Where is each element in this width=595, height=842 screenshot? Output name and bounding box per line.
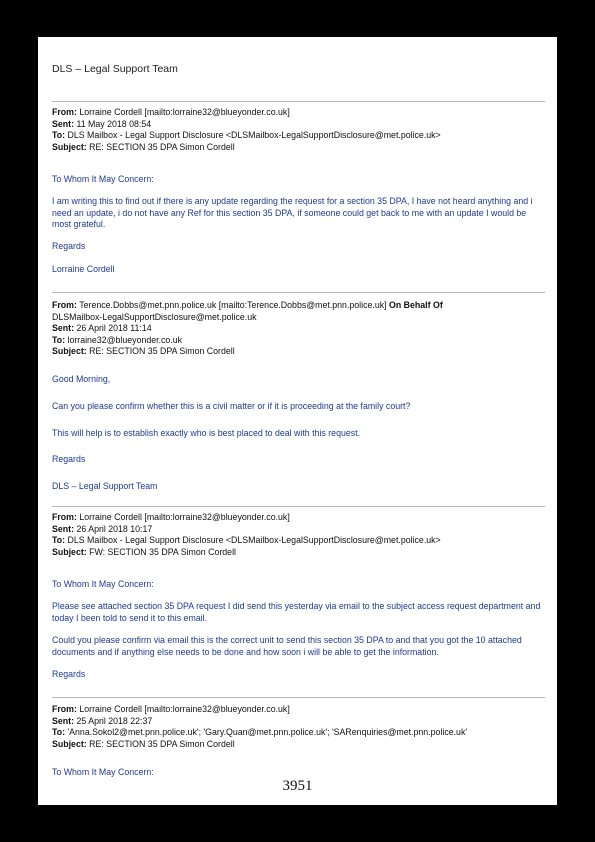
email-sent-line <box>52 119 545 131</box>
email-to-line <box>52 727 545 739</box>
from-label: From: <box>52 107 77 117</box>
email-on-behalf: DLSMailbox-LegalSupportDisclosure@met.police.uk <box>52 311 257 322</box>
sent-label: Sent: <box>52 715 74 726</box>
document-header-title: DLS – Legal Support Team <box>52 63 178 75</box>
email-subject: RE: SECTION 35 DPA Simon Cordell <box>89 346 235 356</box>
email-body-paragraph: Regards <box>52 454 86 464</box>
email-from-line <box>52 512 545 524</box>
email-body-paragraph: Could you please confirm via email this is the correct unit to send this section 35 DPA to and that you got the 10 attached documents and if anything else needs to be done and how soon i will be able to get the information. <box>52 635 522 657</box>
to-label: To: <box>52 535 66 545</box>
separator-rule <box>52 506 545 507</box>
email-message <box>52 107 545 274</box>
to-label: To: <box>52 130 66 140</box>
email-sent: 26 April 2018 11:14 <box>76 323 152 333</box>
from-label: From: <box>52 300 77 310</box>
email-message <box>52 512 545 679</box>
sent-label: Sent: <box>52 118 74 129</box>
email-from: Lorraine Cordell [mailto:lorraine32@blueyonder.co.uk] <box>79 512 290 522</box>
email-subject: RE: SECTION 35 DPA Simon Cordell <box>89 141 235 152</box>
email-sent-line <box>52 323 545 335</box>
email-body-paragraph: Good Morning, <box>52 374 111 384</box>
to-label: To: <box>52 334 66 345</box>
separator-rule <box>52 101 545 102</box>
email-to-line <box>52 535 545 547</box>
email-from: Terence.Dobbs@met.pnn.police.uk [mailto:Terence.Dobbs@met.pnn.police.uk] <box>79 300 387 310</box>
email-from-line <box>52 704 545 716</box>
email-body-paragraph: To Whom It May Concern: <box>52 579 154 589</box>
email-from-line <box>52 300 545 312</box>
email-body-paragraph: Lorraine Cordell <box>52 264 115 274</box>
email-body-paragraph: Regards <box>52 241 86 251</box>
from-label: From: <box>52 704 77 714</box>
sent-label: Sent: <box>52 523 74 534</box>
email-body-paragraph: To Whom It May Concern: <box>52 174 154 184</box>
email-body-paragraph: To Whom It May Concern: <box>52 767 154 777</box>
email-body-paragraph: I am writing this to find out if there is any update regarding the request for a section 35 DPA, I have not heard anything and i need an update, i do not have any Ref for this section 35 DPA, if someone could get back to me with an update I would be most grateful. <box>52 196 533 229</box>
email-subject-line <box>52 739 545 751</box>
email-to-line <box>52 130 545 142</box>
subject-label: Subject: <box>52 546 87 557</box>
email-to-line <box>52 335 545 347</box>
to-label: To: <box>52 727 66 737</box>
email-to: DLS Mailbox - Legal Support Disclosure <DLSMailbox-LegalSupportDisclosure@met.police.uk> <box>67 130 441 140</box>
email-subject: FW: SECTION 35 DPA Simon Cordell <box>89 546 236 557</box>
email-sent: 11 May 2018 08:54 <box>76 118 152 129</box>
subject-label: Subject: <box>52 346 87 356</box>
email-body-paragraph: This will help is to establish exactly who is best placed to deal with this request. <box>52 428 361 438</box>
email-sent: 26 April 2018 10:17 <box>76 523 153 534</box>
email-subject-line <box>52 547 545 559</box>
email-message <box>52 300 545 491</box>
email-subject: RE: SECTION 35 DPA Simon Cordell <box>89 738 235 749</box>
email-body-paragraph: Regards <box>52 669 86 679</box>
email-to: lorraine32@blueyonder.co.uk <box>67 334 183 345</box>
email-sent: 25 April 2018 22:37 <box>76 715 153 726</box>
email-from-line <box>52 107 545 119</box>
sent-label: Sent: <box>52 323 74 333</box>
email-to: 'Anna.Sokol2@met.pnn.police.uk'; 'Gary.Quan@met.pnn.police.uk'; 'SARenquiries@met.pnn.police.uk' <box>67 727 468 737</box>
email-body-paragraph: DLS – Legal Support Team <box>52 481 158 491</box>
email-body-paragraph: Can you please confirm whether this is a civil matter or if it is proceeding at the family court? <box>52 401 411 411</box>
email-from: Lorraine Cordell [mailto:lorraine32@blueyonder.co.uk] <box>79 107 290 117</box>
email-sent-line <box>52 524 545 536</box>
email-from: Lorraine Cordell [mailto:lorraine32@blueyonder.co.uk] <box>79 704 290 714</box>
separator-rule <box>52 292 545 293</box>
email-message <box>52 704 545 777</box>
page-number: 3951 <box>282 778 313 794</box>
separator-rule <box>52 697 545 698</box>
from-label: From: <box>52 512 77 522</box>
on-behalf-label: On Behalf Of <box>389 300 443 310</box>
document-page <box>38 37 557 805</box>
email-subject-line <box>52 142 545 154</box>
email-to: DLS Mailbox - Legal Support Disclosure <DLSMailbox-LegalSupportDisclosure@met.police.uk> <box>67 535 441 545</box>
subject-label: Subject: <box>52 738 87 749</box>
email-body-paragraph: Please see attached section 35 DPA request I did send this yesterday via email to the subject access request department and today I been told to send it to this email. <box>52 601 541 623</box>
email-sent-line <box>52 716 545 728</box>
email-subject-line <box>52 346 545 358</box>
subject-label: Subject: <box>52 141 87 152</box>
